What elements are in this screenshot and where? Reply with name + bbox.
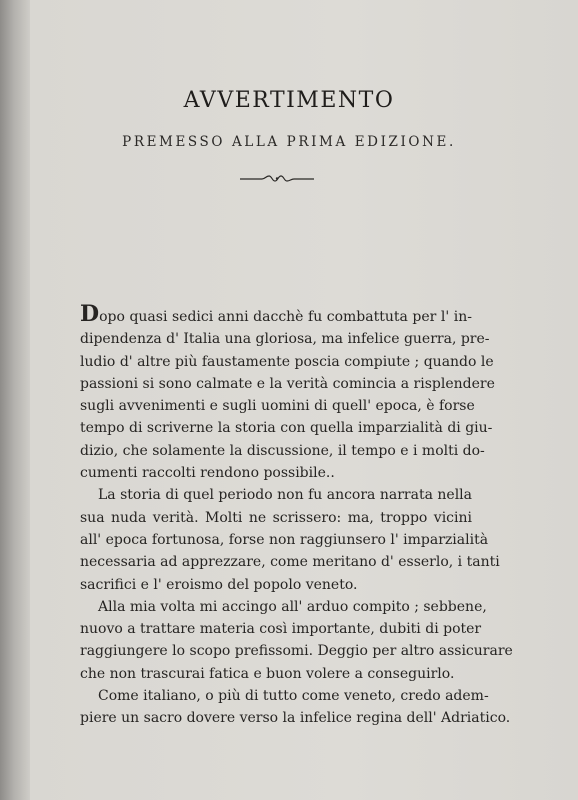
text-line: raggiungere lo scopo prefissomi. Deggio per altro assicurare xyxy=(80,643,513,660)
text-line: tempo di scriverne la storia con quella imparzialità di giu- xyxy=(80,420,493,437)
text-line: dizio, che solamente la discussione, il tempo e i molti do- xyxy=(80,442,485,459)
text-line: necessaria ad apprezzare, come meritano d' esserlo, i tanti xyxy=(80,554,500,571)
paragraph xyxy=(80,301,495,484)
text-line: Alla mia volta mi accingo all' arduo compito ; sebbene, xyxy=(98,598,487,615)
text-line: che non trascurai fatica e buon volere a conseguirlo. xyxy=(80,665,455,682)
page-gutter-shadow xyxy=(0,0,30,800)
paragraph xyxy=(80,685,511,730)
text-line: piere un sacro dovere verso la infelice regina dell' Adriatico. xyxy=(80,710,511,727)
text-line: ludio d' altre più faustamente poscia compiute ; quando le xyxy=(80,353,494,370)
text-line: Come italiano, o più di tutto come veneto, credo adem- xyxy=(98,688,489,705)
text-line: passioni si sono calmate e la verità comincia a risplendere xyxy=(80,375,495,392)
text-line: nuovo a trattare materia così importante, dubiti di poter xyxy=(80,621,482,638)
drop-cap: D xyxy=(80,301,100,327)
text-line: sacrifici e l' eroismo del popolo veneto. xyxy=(80,576,358,593)
text-line: all' epoca fortunosa, forse non raggiunsero l' imparzialità xyxy=(80,531,489,548)
paragraph xyxy=(80,484,500,595)
text-line: cumenti raccolti rendono possibile.. xyxy=(80,465,335,482)
page-title: AVVERTIMENTO xyxy=(183,88,395,113)
text-line: sua nuda verità. Molti ne scrissero: ma, troppo vicini xyxy=(80,509,472,526)
text-line xyxy=(80,301,472,328)
flourish-divider-icon xyxy=(238,172,316,186)
text-line: La storia di quel periodo non fu ancora narrata nella xyxy=(98,487,472,504)
text-line-content: opo quasi sedici anni dacchè fu combattuta per l' in- xyxy=(99,309,472,325)
page-subtitle: PREMESSO ALLA PRIMA EDIZIONE. xyxy=(122,134,456,150)
text-line: dipendenza d' Italia una gloriosa, ma infelice guerra, pre- xyxy=(80,331,490,348)
paragraph xyxy=(80,596,513,685)
text-line: sugli avvenimenti e sugli uomini di quell' epoca, è forse xyxy=(80,398,475,415)
preface-text xyxy=(80,301,513,730)
